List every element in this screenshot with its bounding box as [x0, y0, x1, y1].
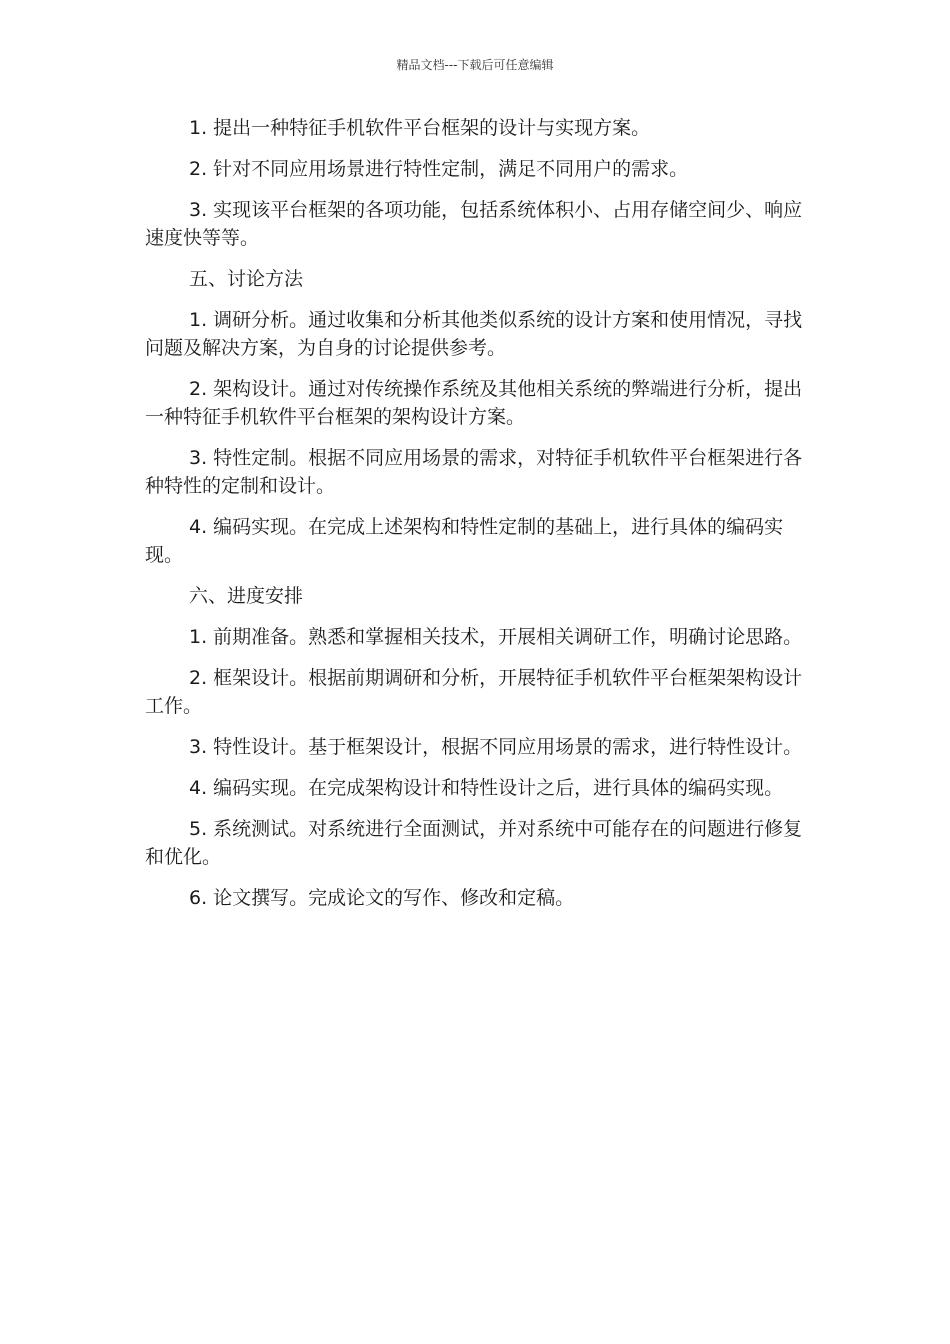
list-item-method-4: 4. 编码实现。在完成上述架构和特性定制的基础上，进行具体的编码实现。	[145, 516, 784, 566]
list-item-method-3: 3. 特性定制。根据不同应用场景的需求，对特征手机软件平台框架进行各种特性的定制和设计。	[145, 447, 803, 497]
list-item-method-2: 2. 架构设计。通过对传统操作系统及其他相关系统的弊端进行分析，提出一种特征手机软件平台框架的架构设计方案。	[145, 378, 803, 428]
document-body	[145, 114, 805, 925]
list-item-schedule-3: 3. 特性设计。基于框架设计，根据不同应用场景的需求，进行特性设计。	[189, 736, 803, 758]
section-heading-methods: 五、讨论方法	[189, 268, 304, 290]
list-item-goal-1: 1. 提出一种特征手机软件平台框架的设计与实现方案。	[189, 117, 651, 139]
section-heading-schedule: 六、进度安排	[189, 585, 304, 607]
list-item-method-1: 1. 调研分析。通过收集和分析其他类似系统的设计方案和使用情况，寻找问题及解决方案，为自身的讨论提供参考。	[145, 309, 803, 359]
list-item-schedule-2: 2. 框架设计。根据前期调研和分析，开展特征手机软件平台框架架构设计工作。	[145, 667, 803, 717]
list-item-schedule-6: 6. 论文撰写。完成论文的写作、修改和定稿。	[189, 887, 575, 909]
list-item-goal-3: 3. 实现该平台框架的各项功能，包括系统体积小、占用存储空间少、响应速度快等等。	[145, 199, 803, 249]
page-header: 精品文档---下载后可任意编辑	[396, 58, 554, 72]
list-item-schedule-4: 4. 编码实现。在完成架构设计和特性设计之后，进行具体的编码实现。	[189, 777, 784, 799]
list-item-goal-2: 2. 针对不同应用场景进行特性定制，满足不同用户的需求。	[189, 158, 689, 180]
list-item-schedule-5: 5. 系统测试。对系统进行全面测试，并对系统中可能存在的问题进行修复和优化。	[145, 818, 803, 868]
list-item-schedule-1: 1. 前期准备。熟悉和掌握相关技术，开展相关调研工作，明确讨论思路。	[189, 626, 803, 648]
